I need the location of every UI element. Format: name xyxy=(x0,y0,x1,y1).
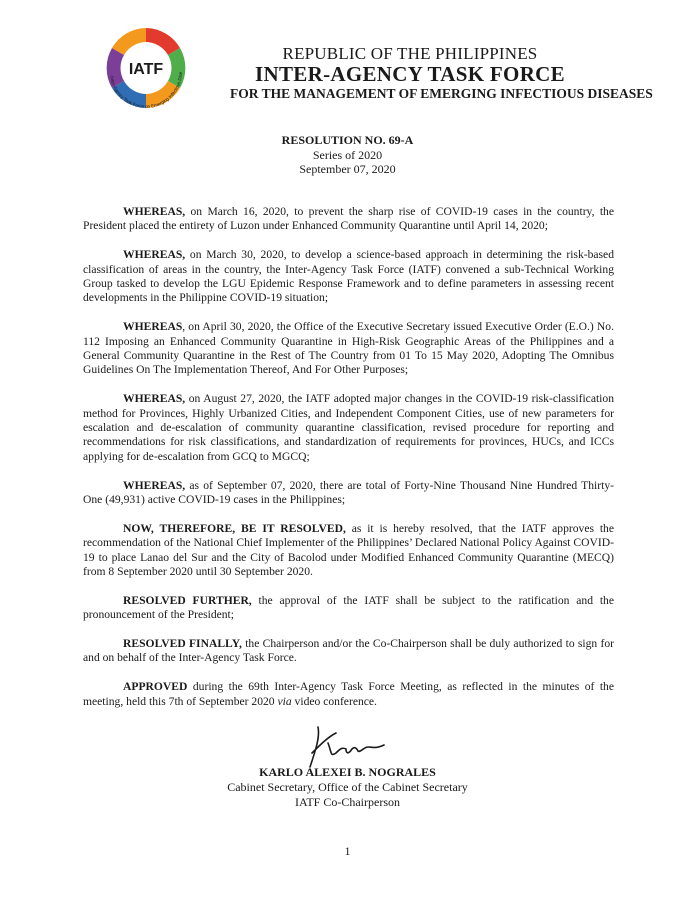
resolution-date: September 07, 2020 xyxy=(299,162,396,176)
paragraph-text: as it is hereby resolved, that the IATF approves the recommendation of the National Chief Implementer of the Philippines’ Declared National Policy Against COVID-19 to place Lanao del Sur and the City of Bacolod under Modified Enhanced Community Quarantine (MECQ) from 8 September 2020 until 30 September 2020. xyxy=(83,521,614,579)
svg-text:IATF: IATF xyxy=(128,61,164,78)
paragraph-lead: WHEREAS xyxy=(123,320,183,334)
resolution-body xyxy=(83,205,614,723)
handwritten-signature xyxy=(306,723,386,769)
paragraph-lead: WHEREAS, xyxy=(123,478,186,492)
resolved-finally-paragraph xyxy=(83,637,614,666)
letterhead-subtitle: FOR THE MANAGEMENT OF EMERGING INFECTIOUS DISEASES xyxy=(230,86,653,101)
letterhead-agency: INTER-AGENCY TASK FORCE xyxy=(255,62,565,86)
paragraph-text: the approval of the IATF shall be subject to the ratification and the pronouncement of the President; xyxy=(83,593,615,622)
resolution-heading xyxy=(0,133,695,177)
paragraph-text: on March 16, 2020, to prevent the sharp rise of COVID-19 cases in the country, the President placed the entirety of Luzon under Enhanced Community Quarantine until April 14, 2020; xyxy=(83,205,614,233)
approved-paragraph xyxy=(83,680,614,709)
paragraph-lead: RESOLVED FURTHER, xyxy=(123,593,252,607)
paragraph-lead: NOW, THEREFORE, BE IT RESOLVED, xyxy=(123,521,346,535)
whereas-paragraph xyxy=(83,248,614,306)
whereas-paragraph xyxy=(83,320,614,378)
paragraph-text: as of September 07, 2020, there are total of Forty-Nine Thousand Nine Hundred Thirty-One (49,931) active COVID-19 cases in the Philippines; xyxy=(83,478,614,507)
paragraph-text: , on April 30, 2020, the Office of the Executive Secretary issued Executive Order (E.O.) No. 112 Imposing an Enhanced Community Quarantine in High-Risk Geographic Areas of the Philippines and a General Community Quarantine in the Rest of The Country from 01 To 15 May 2020, Adopting The Omnibus Guidelines On The Implementation Thereof, And For Other Purposes; xyxy=(83,320,614,377)
resolved-paragraph xyxy=(83,522,614,580)
paragraph-italic: via xyxy=(277,694,292,708)
letterhead xyxy=(200,44,653,102)
svg-text:Inter-Agency Task Force on Eme: Inter-Agency Task Force on Emerging Infectious Dise xyxy=(109,71,184,110)
paragraph-text: the Chairperson and/or the Co-Chairperson shall be duly authorized to sign for and on behalf of the Inter-Agency Task Force. xyxy=(83,637,615,665)
iatf-emblem-icon xyxy=(100,22,192,114)
resolved-further-paragraph xyxy=(83,594,614,623)
whereas-paragraph xyxy=(83,479,614,508)
paragraph-text: video conference. xyxy=(291,694,377,708)
paragraph-text: during the 69th Inter-Agency Task Force Meeting, as reflected in the minutes of the meeting, held this 7th of September 2020 xyxy=(83,680,614,708)
resolution-number: RESOLUTION NO. 69-A xyxy=(281,133,414,147)
signatory-role: IATF Co-Chairperson xyxy=(295,795,400,809)
letterhead-republic: REPUBLIC OF THE PHILIPPINES xyxy=(282,44,538,63)
signatory-name: KARLO ALEXEI B. NOGRALES xyxy=(259,765,436,779)
page-number: 1 xyxy=(344,844,351,858)
paragraph-lead: WHEREAS, xyxy=(123,248,186,262)
paragraph-text: on March 30, 2020, to develop a science-based approach in determining the risk-based classification of areas in the country, the Inter-Agency Task Force (IATF) convened a sub-Technical Working Group tasked to develop the LGU Epidemic Response Framework and to define parameters in assessing recent developments in the Philippine COVID-19 situation; xyxy=(83,248,614,305)
signatory-title: Cabinet Secretary, Office of the Cabinet Secretary xyxy=(227,780,468,794)
whereas-paragraph xyxy=(83,205,614,234)
paragraph-lead: WHEREAS, xyxy=(123,205,186,218)
paragraph-text: on August 27, 2020, the IATF adopted major changes in the COVID-19 risk-classification method for Provinces, Highly Urbanized Cities, and Independent Component Cities, use of new parameters for escalation and de-escalation of community quarantine classification, revised procedure for reporting and recommendations for risk classifications, and standardization of requirements for provinces, HUCs, and ICCs applying for de-escalation from GCQ to MGCQ; xyxy=(83,392,614,463)
paragraph-lead: WHEREAS, xyxy=(123,392,186,406)
whereas-paragraph xyxy=(83,392,614,464)
paragraph-lead: RESOLVED FINALLY, xyxy=(123,637,242,651)
paragraph-lead: APPROVED xyxy=(123,680,188,694)
iatf-logo xyxy=(100,22,192,114)
resolution-series: Series of 2020 xyxy=(312,147,383,162)
